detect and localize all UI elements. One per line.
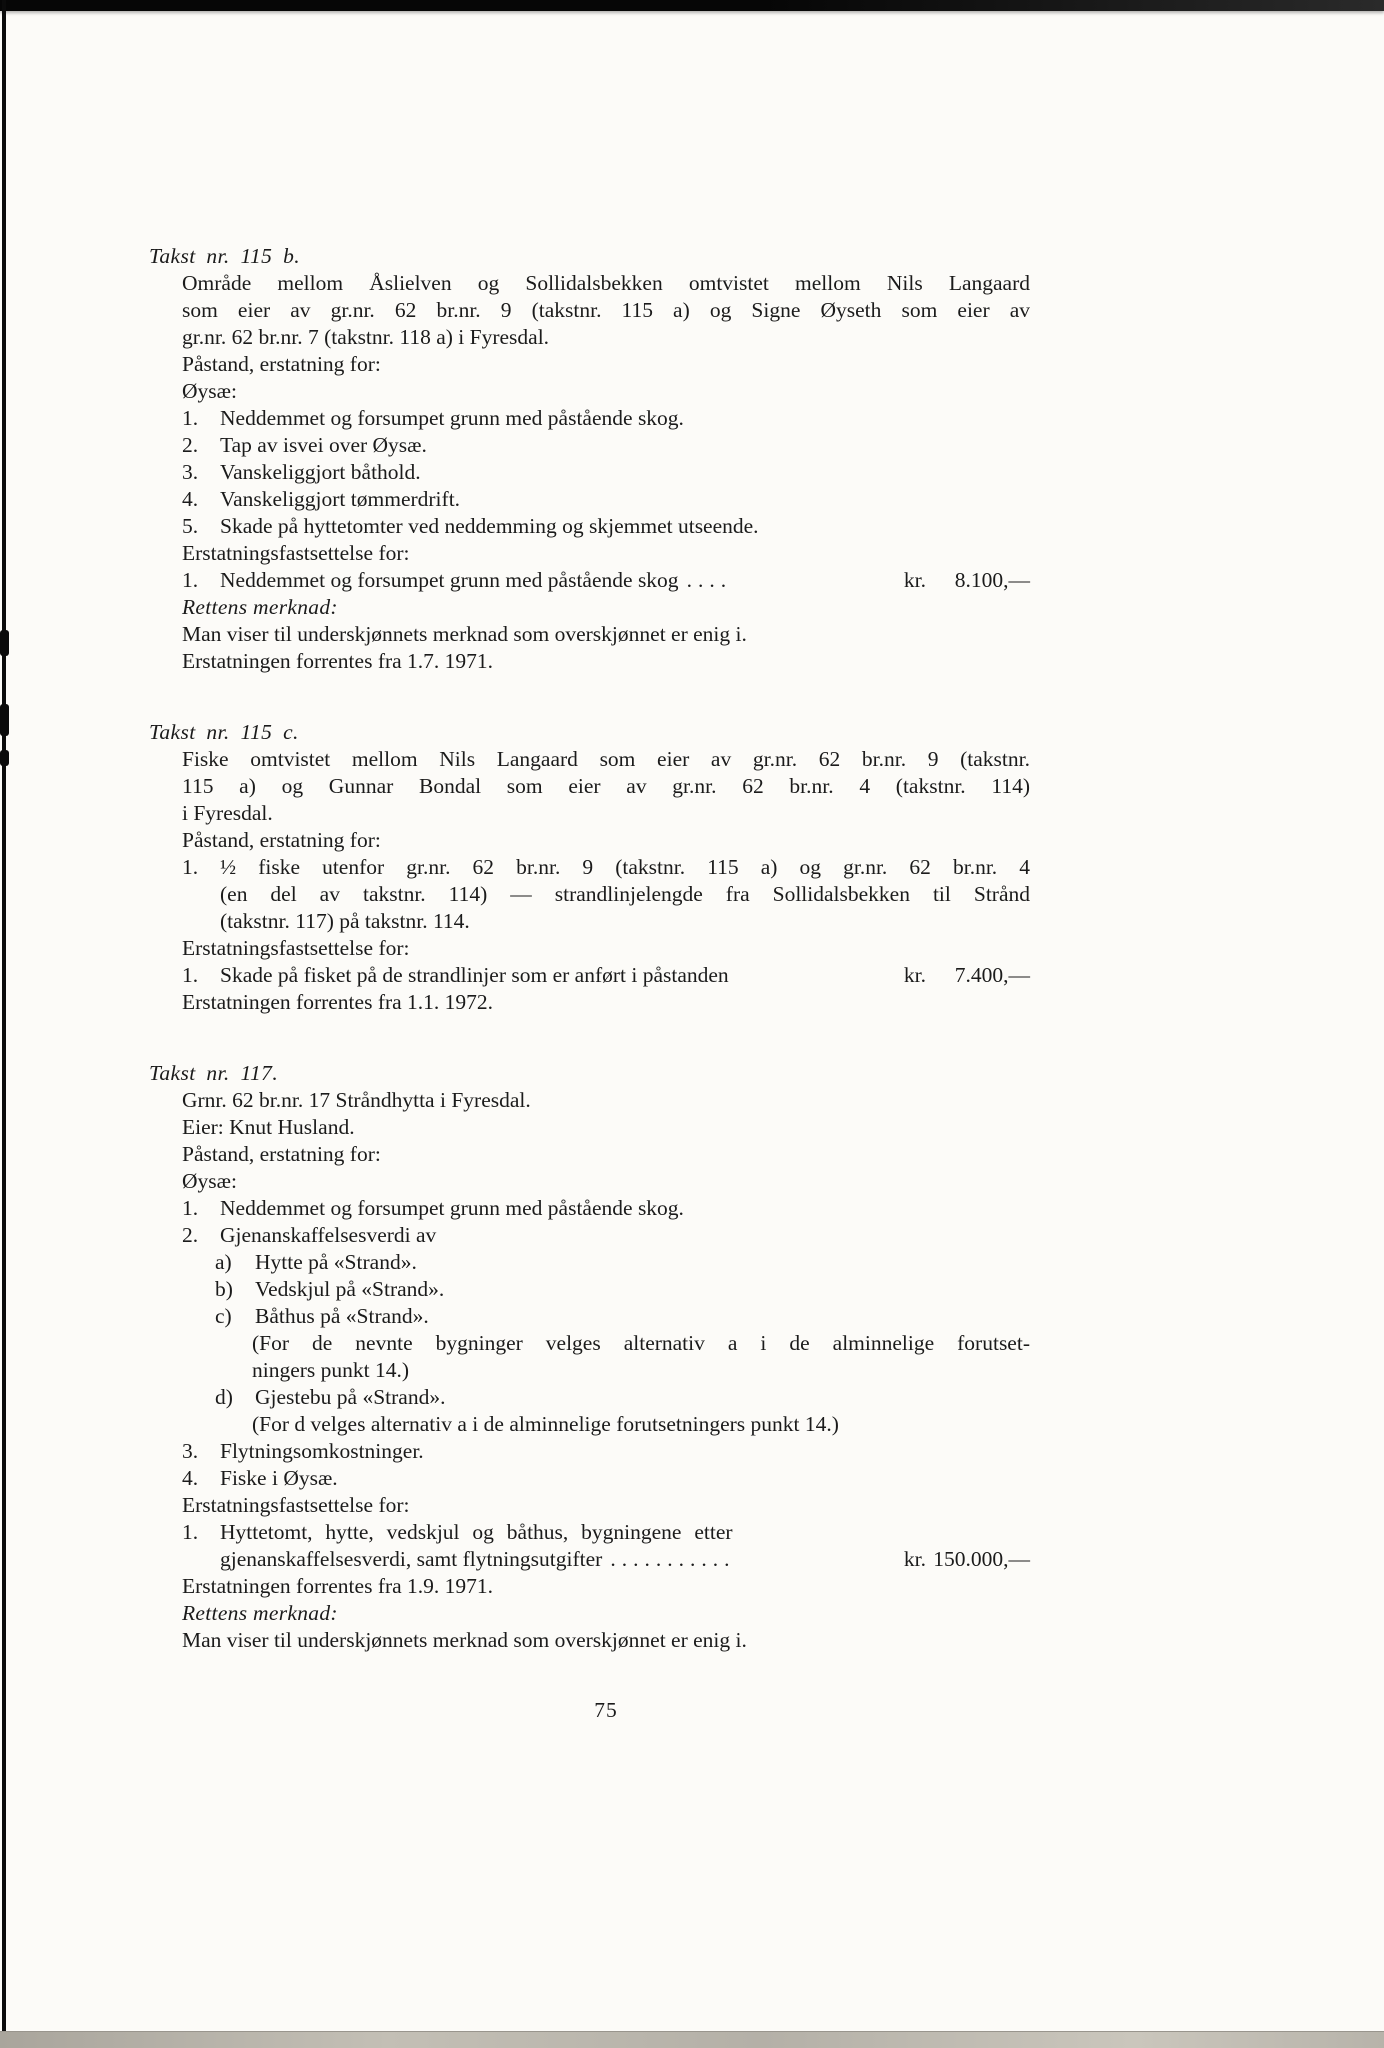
text-line	[220, 1546, 1030, 1573]
text-line: (en del av takstnr. 114) — strandlinjelengde fra Sollidalsbekken til Strånd	[220, 882, 1030, 906]
text-line	[182, 513, 1049, 540]
text-line	[182, 567, 1030, 594]
text-line: Erstatningsfastsettelse for:	[182, 936, 410, 960]
line-text: Skade på fisket på de strandlinjer som er anført i påstanden	[220, 963, 729, 987]
text-line	[182, 1222, 1049, 1249]
list-marker: 4.	[182, 487, 199, 511]
amount-value: 7.400,—	[954, 963, 1030, 987]
list-marker: 5.	[182, 514, 199, 538]
takst-section	[149, 719, 1049, 1016]
line-text: Hytte på «Strand».	[255, 1250, 417, 1274]
line-text: Tap av isvei over Øysæ.	[220, 433, 427, 457]
line-text: Båthus på «Strand».	[255, 1304, 429, 1328]
spacer	[729, 962, 894, 989]
line-text: ½ fiske utenfor gr.nr. 62 br.nr. 9 (takstnr. 115 a) og gr.nr. 62 br.nr. 4	[220, 855, 1030, 879]
text-line: (For d velges alternativ a i de alminnelige forutsetningers punkt 14.)	[252, 1412, 839, 1436]
text-line: Man viser til underskjønnets merknad som overskjønnet er enig i.	[182, 622, 747, 646]
text-line: som eier av gr.nr. 62 br.nr. 9 (takstnr. 115 a) og Signe Øyseth som eier av	[182, 298, 1030, 322]
leader-dots: ....	[686, 568, 733, 592]
text-line: 115 a) og Gunnar Bondal som eier av gr.nr. 62 br.nr. 4 (takstnr. 114)	[182, 774, 1030, 798]
text-line: Erstatningen forrentes fra 1.7. 1971.	[182, 649, 494, 673]
text-line	[182, 1519, 1049, 1546]
list-marker: 1.	[182, 963, 199, 987]
text-line	[182, 1438, 1049, 1465]
line-text: Vedskjul på «Strand».	[255, 1277, 445, 1301]
scan-top-edge	[0, 0, 1384, 11]
text-line: Rettens merknad:	[182, 595, 338, 619]
text-line: Erstatningsfastsettelse for:	[182, 1493, 410, 1517]
text-line: Erstatningsfastsettelse for:	[182, 541, 410, 565]
page-number: 75	[594, 1698, 618, 1722]
text-line	[182, 1195, 1049, 1222]
text-line: i Fyresdal.	[182, 801, 273, 825]
leader-dots: ...........	[610, 1547, 736, 1571]
text-line: ningers punkt 14.)	[252, 1358, 410, 1382]
line-text: Fiske i Øysæ.	[220, 1466, 338, 1490]
text-line: Grnr. 62 br.nr. 17 Stråndhytta i Fyresdal.	[182, 1088, 531, 1112]
spacer	[735, 1546, 893, 1573]
section-heading: Takst nr. 117.	[149, 1061, 279, 1085]
list-marker: c)	[215, 1304, 232, 1328]
list-marker: 1.	[182, 1520, 199, 1544]
text-line	[215, 1384, 1049, 1411]
text-line	[182, 1465, 1049, 1492]
line-text: Neddemmet og forsumpet grunn med påstående skog	[220, 568, 679, 592]
text-line: Påstand, erstatning for:	[182, 1142, 381, 1166]
list-marker: 2.	[182, 1223, 199, 1247]
line-text: Vanskeliggjort tømmerdrift.	[220, 487, 461, 511]
text-line: Erstatningen forrentes fra 1.9. 1971.	[182, 1574, 494, 1598]
scan-bottom-edge	[0, 2031, 1384, 2048]
list-marker: a)	[215, 1250, 232, 1274]
list-marker: 1.	[182, 1196, 199, 1220]
text-line: Rettens merknad:	[182, 1601, 338, 1625]
section-heading: Takst nr. 115 b.	[149, 244, 301, 268]
amount-value: 8.100,—	[954, 568, 1030, 592]
currency-label: kr.	[903, 1547, 926, 1571]
list-marker: 2.	[182, 433, 199, 457]
text-line	[182, 962, 1030, 989]
text-line: Fiske omtvistet mellom Nils Langaard som eier av gr.nr. 62 br.nr. 9 (takstnr.	[182, 747, 1030, 771]
line-text: Flytningsomkostninger.	[220, 1439, 424, 1463]
text-line: Påstand, erstatning for:	[182, 352, 381, 376]
list-marker: 1.	[182, 855, 199, 879]
scan-artifact	[0, 630, 9, 656]
amount-value: 150.000,—	[933, 1547, 1030, 1571]
text-line: Område mellom Åslielven og Sollidalsbekken omtvistet mellom Nils Langaard	[182, 271, 1030, 295]
currency-label: kr.	[903, 568, 926, 592]
text-line	[215, 1303, 1049, 1330]
scan-left-edge	[2, 0, 6, 2048]
list-marker: 1.	[182, 568, 199, 592]
list-marker: 3.	[182, 1439, 199, 1463]
list-marker: d)	[215, 1385, 233, 1409]
list-marker: b)	[215, 1277, 233, 1301]
text-line: Påstand, erstatning for:	[182, 828, 381, 852]
line-text: Skade på hyttetomter ved neddemming og skjemmet utseende.	[220, 514, 759, 538]
text-line: Erstatningen forrentes fra 1.1. 1972.	[182, 990, 494, 1014]
currency-label: kr.	[903, 963, 926, 987]
list-marker: 1.	[182, 406, 199, 430]
line-text: Neddemmet og forsumpet grunn med påstående skog.	[220, 406, 684, 430]
line-text: Gjenanskaffelsesverdi av	[220, 1223, 437, 1247]
text-line	[182, 405, 1049, 432]
text-line	[215, 1249, 1049, 1276]
spacer	[732, 567, 894, 594]
document-body	[149, 243, 1049, 1723]
scan-artifact	[0, 750, 9, 766]
line-text: Vanskeliggjort båthold.	[220, 460, 421, 484]
line-text: Gjestebu på «Strand».	[255, 1385, 446, 1409]
line-text: Hyttetomt, hytte, vedskjul og båthus, bygningene etter	[220, 1520, 733, 1544]
text-line: Man viser til underskjønnets merknad som overskjønnet er enig i.	[182, 1628, 747, 1652]
scan-artifact	[0, 704, 9, 736]
line-text: gjenanskaffelsesverdi, samt flytningsutgifter	[220, 1547, 603, 1571]
text-line	[182, 432, 1049, 459]
takst-section	[149, 243, 1049, 675]
takst-section	[149, 1060, 1049, 1654]
text-line	[215, 1276, 1049, 1303]
text-line: (For de nevnte bygninger velges alternativ a i de alminnelige forutset-	[252, 1331, 1030, 1355]
section-heading: Takst nr. 115 c.	[149, 720, 299, 744]
text-line: Øysæ:	[182, 379, 237, 403]
text-line	[182, 486, 1049, 513]
text-line: Øysæ:	[182, 1169, 237, 1193]
line-text: Neddemmet og forsumpet grunn med påstående skog.	[220, 1196, 684, 1220]
list-marker: 4.	[182, 1466, 199, 1490]
text-line	[182, 459, 1049, 486]
list-marker: 3.	[182, 460, 199, 484]
text-line: (takstnr. 117) på takstnr. 114.	[220, 909, 470, 933]
text-line	[182, 854, 1030, 881]
text-line: gr.nr. 62 br.nr. 7 (takstnr. 118 a) i Fyresdal.	[182, 325, 550, 349]
text-line: Eier: Knut Husland.	[182, 1115, 355, 1139]
